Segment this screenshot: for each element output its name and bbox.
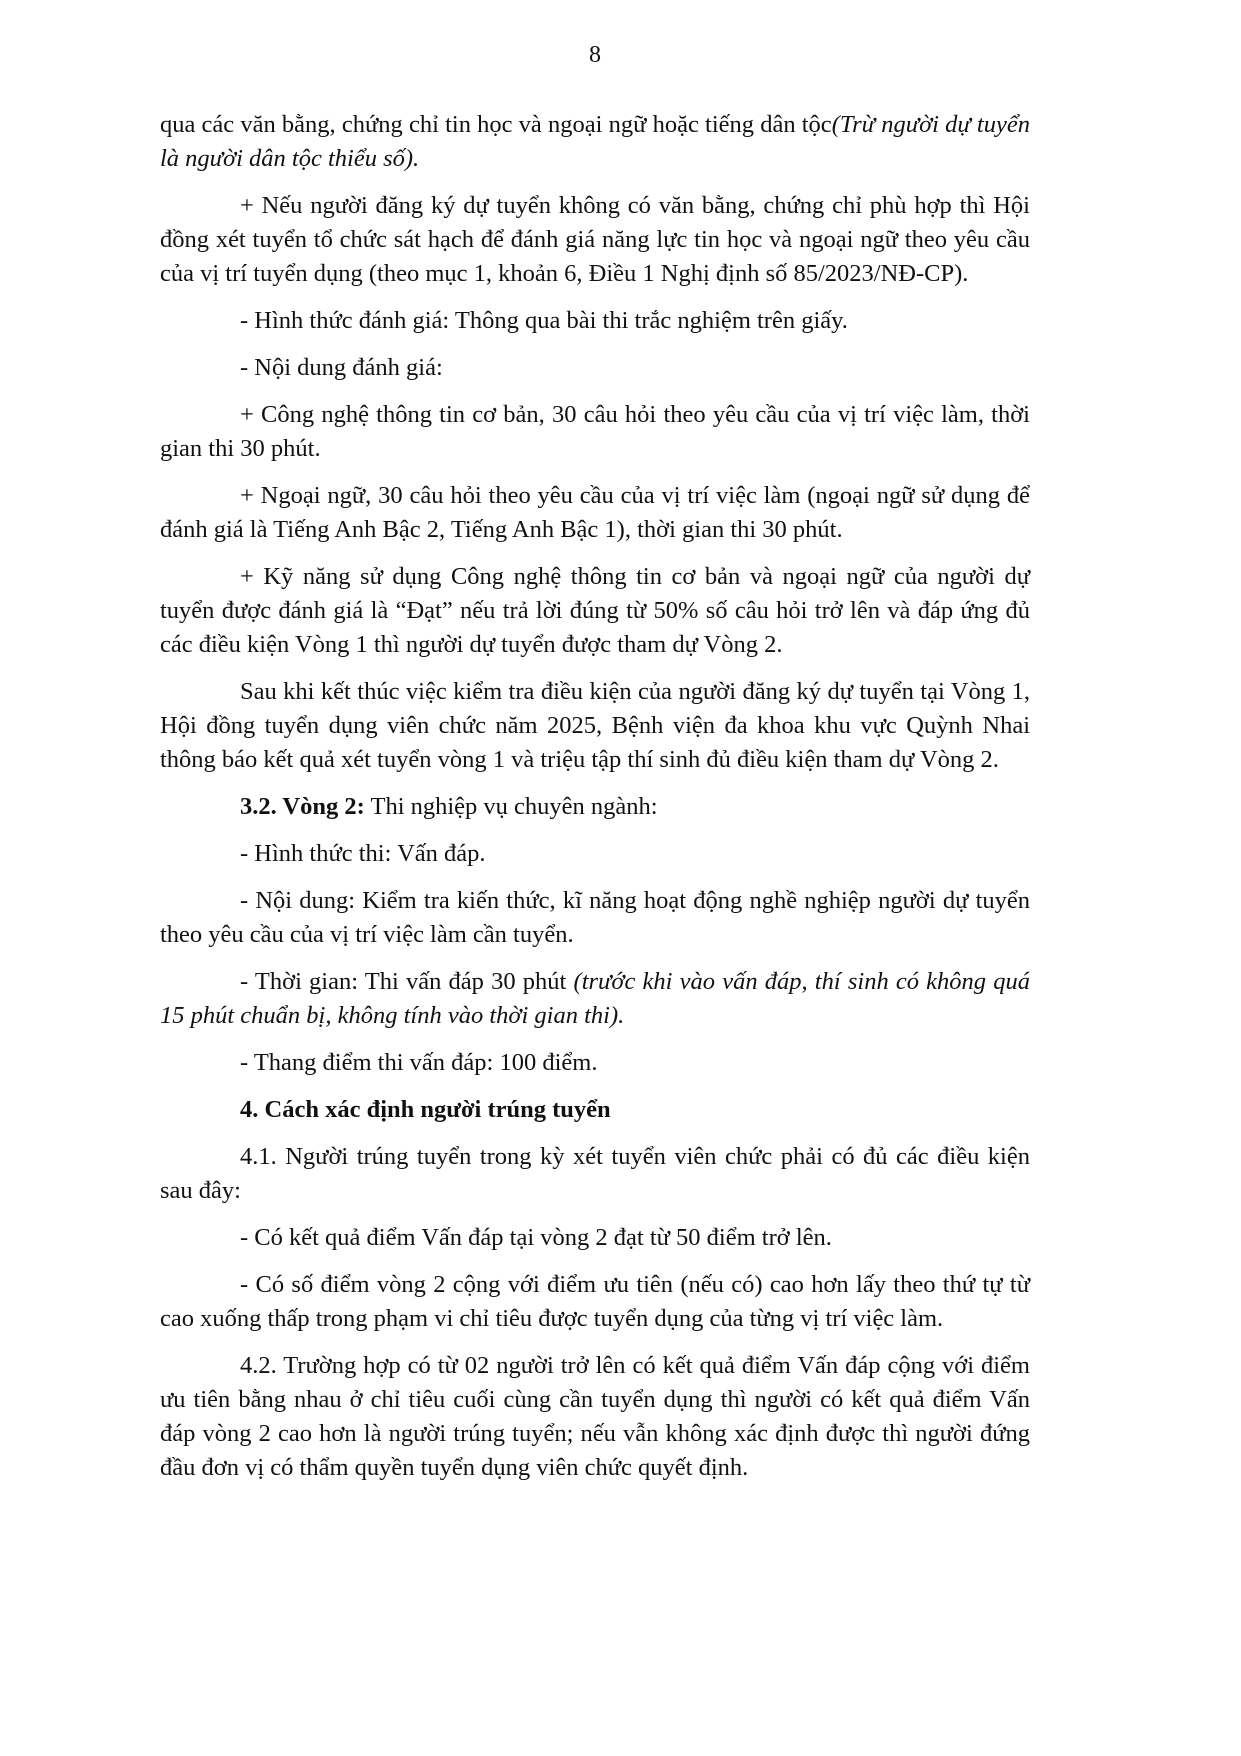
bold-text: 3.2. Vòng 2: bbox=[240, 793, 365, 820]
paragraph bbox=[160, 304, 1030, 338]
text: + Kỹ năng sử dụng Công nghệ thông tin cơ bản và ngoại ngữ của người dự tuyển được đánh giá là “Đạt” nếu trả lời đúng từ 50% số câu hỏi trở lên và đáp ứng đủ các điều kiện Vòng 1 thì người dự tuyển được tham dự Vòng 2. bbox=[160, 563, 1030, 658]
paragraph bbox=[160, 1268, 1030, 1336]
bold-text: 4. Cách xác định người trúng tuyển bbox=[240, 1096, 611, 1123]
paragraph bbox=[160, 108, 1030, 176]
text: + Công nghệ thông tin cơ bản, 30 câu hỏi theo yêu cầu của vị trí việc làm, thời gian thi 30 phút. bbox=[160, 401, 1030, 462]
paragraph bbox=[160, 675, 1030, 777]
document-body bbox=[160, 108, 1030, 1485]
text: + Ngoại ngữ, 30 câu hỏi theo yêu cầu của vị trí việc làm (ngoại ngữ sử dụng để đánh giá là Tiếng Anh Bậc 2, Tiếng Anh Bậc 1), thời gian thi 30 phút. bbox=[160, 482, 1030, 543]
paragraph bbox=[160, 965, 1030, 1033]
paragraph bbox=[160, 837, 1030, 871]
paragraph bbox=[160, 1093, 1030, 1127]
text: qua các văn bằng, chứng chỉ tin học và ngoại ngữ hoặc tiếng dân tộc bbox=[160, 111, 832, 138]
text: - Có số điểm vòng 2 cộng với điểm ưu tiên (nếu có) cao hơn lấy theo thứ tự từ cao xuống thấp trong phạm vi chỉ tiêu được tuyển dụng của từng vị trí việc làm. bbox=[160, 1271, 1030, 1332]
paragraph bbox=[160, 189, 1030, 291]
paragraph bbox=[160, 1221, 1030, 1255]
paragraph bbox=[160, 1349, 1030, 1485]
paragraph bbox=[160, 351, 1030, 385]
paragraph bbox=[160, 884, 1030, 952]
text: - Có kết quả điểm Vấn đáp tại vòng 2 đạt từ 50 điểm trở lên. bbox=[240, 1224, 832, 1251]
text: - Thời gian: Thi vấn đáp 30 phút bbox=[240, 968, 574, 995]
text: Sau khi kết thúc việc kiểm tra điều kiện của người đăng ký dự tuyển tại Vòng 1, Hội đồng tuyển dụng viên chức năm 2025, Bệnh viện đa khoa khu vực Quỳnh Nhai thông báo kết quả xét tuyển vòng 1 và triệu tập thí sinh đủ điều kiện tham dự Vòng 2. bbox=[160, 678, 1030, 773]
text: + Nếu người đăng ký dự tuyển không có văn bằng, chứng chỉ phù hợp thì Hội đồng xét tuyển tổ chức sát hạch để đánh giá năng lực tin học và ngoại ngữ theo yêu cầu của vị trí tuyển dụng (theo mục 1, khoản 6, Điều 1 Nghị định số 85/2023/NĐ-CP). bbox=[160, 192, 1030, 287]
paragraph bbox=[160, 1046, 1030, 1080]
text: - Hình thức đánh giá: Thông qua bài thi trắc nghiệm trên giấy. bbox=[240, 307, 848, 334]
text: - Thang điểm thi vấn đáp: 100 điểm. bbox=[240, 1049, 598, 1076]
text: 4.2. Trường hợp có từ 02 người trở lên có kết quả điểm Vấn đáp cộng với điểm ưu tiên bằng nhau ở chỉ tiêu cuối cùng cần tuyển dụng thì người có kết quả điểm Vấn đáp vòng 2 cao hơn là người trúng tuyển; nếu vẫn không xác định được thì người đứng đầu đơn vị có thẩm quyền tuyển dụng viên chức quyết định. bbox=[160, 1352, 1030, 1481]
paragraph bbox=[160, 560, 1030, 662]
text: - Nội dung: Kiểm tra kiến thức, kĩ năng hoạt động nghề nghiệp người dự tuyển theo yêu cầu của vị trí việc làm cần tuyển. bbox=[160, 887, 1030, 948]
paragraph bbox=[160, 398, 1030, 466]
paragraph bbox=[160, 479, 1030, 547]
text: Thi nghiệp vụ chuyên ngành: bbox=[364, 793, 658, 820]
italic-text: (trước khi vào vấn đáp, thí sinh có không quá 15 phút chuẩn bị, không tính vào thời gian thi). bbox=[160, 968, 1030, 1029]
text: - Hình thức thi: Vấn đáp. bbox=[240, 840, 486, 867]
paragraph bbox=[160, 1140, 1030, 1208]
text: - Nội dung đánh giá: bbox=[240, 354, 443, 381]
paragraph bbox=[160, 790, 1030, 824]
italic-text: (Trừ người dự tuyển là người dân tộc thiểu số). bbox=[160, 111, 1030, 172]
text: 4.1. Người trúng tuyển trong kỳ xét tuyển viên chức phải có đủ các điều kiện sau đây: bbox=[160, 1143, 1030, 1204]
page-number: 8 bbox=[589, 42, 601, 68]
